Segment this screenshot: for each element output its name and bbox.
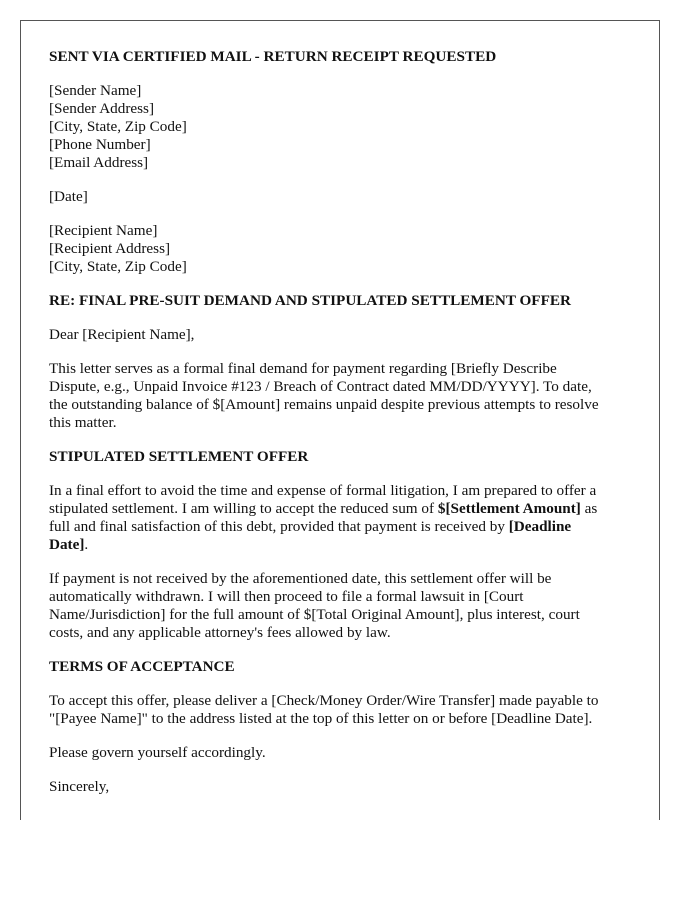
intro-paragraph [49,360,633,432]
govern-line: Please govern yourself accordingly. [49,744,266,761]
settlement-text: stipulated settlement. I am willing to accept the reduced sum of [49,500,438,517]
settlement-heading: STIPULATED SETTLEMENT OFFER [49,448,309,465]
sender-phone: [Phone Number] [49,136,151,153]
letter-body [49,48,633,796]
sender-email: [Email Address] [49,154,149,171]
intro-line: the outstanding balance of $[Amount] remains unpaid despite previous attempts to resolve [49,396,599,413]
signoff: Sincerely, [49,778,110,795]
settlement-text: . [84,536,89,553]
settlement-line [49,500,633,518]
recipient-block [49,222,633,276]
settlement-text: as [580,500,598,517]
sender-address: [Sender Address] [49,100,155,117]
sender-city-state-zip: [City, State, Zip Code] [49,118,187,135]
settlement-text: full and final satisfaction of this debt, provided that payment is received by [49,518,509,535]
settlement-line [49,518,633,536]
withdrawal-line: If payment is not received by the aforementioned date, this settlement offer will be [49,570,552,587]
sender-block [49,82,633,172]
withdrawal-line: costs, and any applicable attorney's fees allowed by law. [49,624,391,641]
settlement-line [49,536,633,554]
settlement-line: In a final effort to avoid the time and expense of formal litigation, I am prepared to offer a [49,482,597,499]
salutation: Dear [Recipient Name], [49,326,195,343]
recipient-address: [Recipient Address] [49,240,171,257]
letter-page [20,20,660,820]
acceptance-line: To accept this offer, please deliver a [Check/Money Order/Wire Transfer] made payable to [49,692,599,709]
recipient-city-state-zip: [City, State, Zip Code] [49,258,187,275]
acceptance-line: "[Payee Name]" to the address listed at the top of this letter on or before [Deadline Date]. [49,710,593,727]
acceptance-paragraph [49,692,633,728]
letter-date: [Date] [49,188,88,205]
withdrawal-line: automatically withdrawn. I will then proceed to file a formal lawsuit in [Court [49,588,524,605]
intro-line: This letter serves as a formal final demand for payment regarding [Briefly Describe [49,360,557,377]
deadline-date: Date] [49,536,85,553]
settlement-amount: $[Settlement Amount] [437,500,581,517]
recipient-name: [Recipient Name] [49,222,158,239]
settlement-paragraph [49,482,633,554]
subject-line: RE: FINAL PRE-SUIT DEMAND AND STIPULATED SETTLEMENT OFFER [49,292,571,309]
sender-name: [Sender Name] [49,82,142,99]
withdrawal-line: Name/Jurisdiction] for the full amount of $[Total Original Amount], plus interest, court [49,606,580,623]
intro-line: Dispute, e.g., Unpaid Invoice #123 / Breach of Contract dated MM/DD/YYYY]. To date, [49,378,592,395]
deadline-date: [Deadline [508,518,572,535]
acceptance-heading: TERMS OF ACCEPTANCE [49,658,235,675]
delivery-notice: SENT VIA CERTIFIED MAIL - RETURN RECEIPT REQUESTED [49,48,497,65]
withdrawal-paragraph [49,570,633,642]
intro-line: this matter. [49,414,117,431]
